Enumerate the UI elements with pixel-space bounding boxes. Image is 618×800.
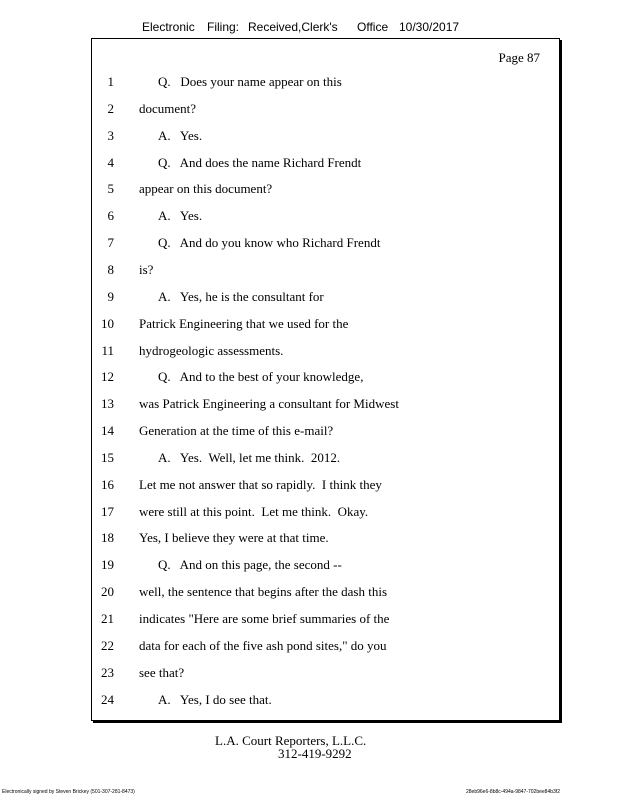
- line-text: Q. And to the best of your knowledge,: [158, 369, 364, 385]
- line-text: were still at this point. Let me think. Okay.: [139, 503, 369, 519]
- transcript-line: [92, 74, 559, 92]
- header-received: Received,Clerk's: [248, 20, 338, 34]
- line-text: indicates "Here are some brief summaries of the: [139, 611, 390, 626]
- line-number: 2: [107, 100, 114, 116]
- signature-right: 28eb96e6-8b8c-494a-9847-702bee84b3f2: [466, 789, 560, 795]
- line-text: Generation at the time of this e-mail?: [139, 423, 334, 439]
- signature-left: Electronically signed by Steven Brickey (501-307-281-8473): [2, 789, 135, 795]
- line-number: 24: [101, 691, 114, 707]
- line-number: 7: [107, 235, 114, 251]
- page-number: Page 87: [498, 50, 540, 65]
- line-number: 19: [101, 557, 114, 573]
- transcript-line: [92, 504, 559, 522]
- line-number: 9: [107, 288, 114, 304]
- transcript-line: [92, 128, 559, 146]
- transcript-line: [92, 343, 559, 361]
- line-text: is?: [139, 261, 154, 277]
- transcript-line: [92, 396, 559, 414]
- transcript-line: [92, 155, 559, 173]
- transcript-line: [92, 181, 559, 199]
- transcript-line: [92, 584, 559, 602]
- line-number: 16: [101, 476, 114, 492]
- line-number: 6: [107, 208, 114, 224]
- line-text: Patrick Engineering that we used for the: [139, 315, 349, 331]
- transcript-line: [92, 450, 559, 468]
- line-number: 18: [101, 530, 114, 546]
- transcript-line: [92, 530, 559, 548]
- line-text: A. Yes. Well, let me think. 2012.: [158, 449, 341, 465]
- line-number: 20: [101, 584, 114, 600]
- line-number: 22: [101, 637, 114, 653]
- line-text: Q. And do you know who Richard Frendt: [158, 235, 381, 251]
- line-number: 10: [101, 315, 114, 331]
- header-date: 10/30/2017: [399, 20, 460, 34]
- transcript-line: [92, 289, 559, 307]
- transcript-line: [92, 665, 559, 683]
- transcript-line: [92, 557, 559, 575]
- line-number: 17: [101, 503, 114, 519]
- line-number: 5: [107, 181, 114, 197]
- line-text: appear on this document?: [139, 181, 273, 197]
- line-number: 12: [101, 369, 114, 385]
- line-text: Q. Does your name appear on this: [158, 74, 342, 89]
- line-text: A. Yes.: [158, 208, 203, 224]
- transcript-line: [92, 692, 559, 710]
- line-number: 8: [107, 261, 114, 277]
- header-filing: Filing:: [207, 20, 240, 34]
- line-text: hydrogeologic assessments.: [139, 342, 284, 358]
- transcript-line: [92, 638, 559, 656]
- line-number: 3: [107, 127, 114, 143]
- line-number: 11: [101, 342, 114, 358]
- transcript-line: [92, 611, 559, 629]
- footer-firm: L.A. Court Reporters, L.L.C.: [215, 733, 367, 748]
- line-text: A. Yes, he is the consultant for: [158, 288, 324, 304]
- line-number: 13: [101, 396, 114, 412]
- line-text: Yes, I believe they were at that time.: [139, 530, 329, 546]
- transcript-line: [92, 235, 559, 253]
- line-number: 23: [101, 664, 114, 680]
- transcript-line: [92, 316, 559, 334]
- transcript-line: [92, 208, 559, 226]
- line-text: A. Yes.: [158, 127, 203, 143]
- transcript-page-frame: [91, 38, 560, 721]
- line-text: Q. And on this page, the second --: [158, 557, 342, 573]
- transcript-line: [92, 101, 559, 119]
- line-number: 4: [107, 154, 114, 170]
- filing-header: [0, 20, 618, 36]
- line-text: Q. And does the name Richard Frendt: [158, 154, 362, 170]
- footer-phone: 312-419-9292: [278, 746, 352, 761]
- line-text: A. Yes, I do see that.: [158, 691, 272, 707]
- header-office: Office: [357, 20, 389, 34]
- transcript-line: [92, 262, 559, 280]
- transcript-line: [92, 423, 559, 441]
- line-text: Let me not answer that so rapidly. I think they: [139, 476, 382, 492]
- line-text: was Patrick Engineering a consultant for Midwest: [139, 396, 399, 412]
- line-number: 15: [101, 449, 114, 465]
- line-text: document?: [139, 100, 197, 116]
- line-text: see that?: [139, 664, 185, 680]
- line-text: well, the sentence that begins after the dash this: [139, 584, 388, 600]
- line-text: data for each of the five ash pond sites," do you: [139, 637, 387, 653]
- transcript-line: [92, 477, 559, 495]
- header-electronic: Electronic: [142, 20, 195, 34]
- line-number: 1: [107, 74, 114, 89]
- transcript-line: [92, 369, 559, 387]
- line-number: 14: [101, 423, 114, 439]
- line-number: 21: [101, 611, 114, 626]
